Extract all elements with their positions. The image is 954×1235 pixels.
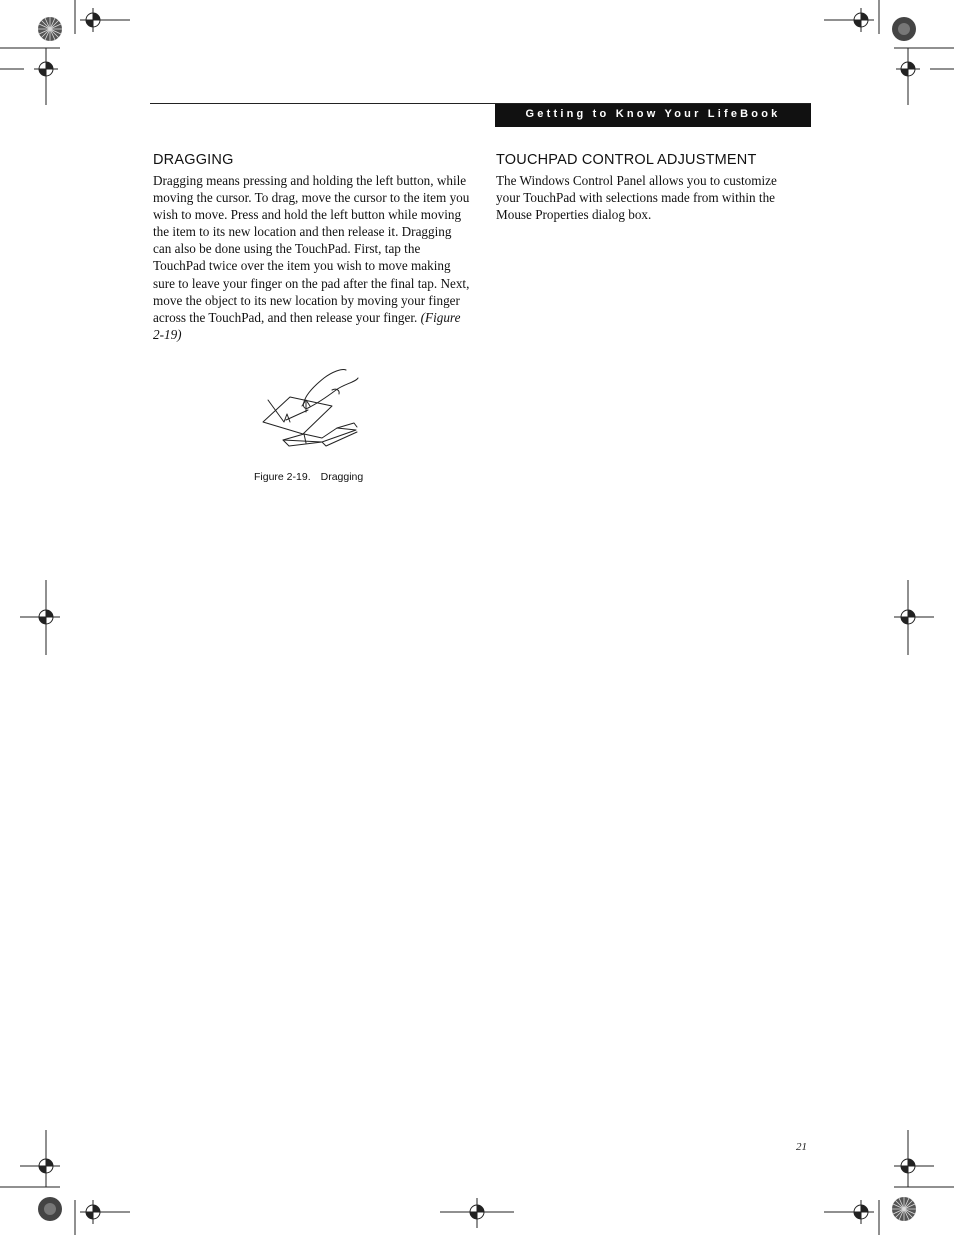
starburst-target-icon: [891, 1196, 917, 1222]
dragging-paragraph: [153, 172, 471, 343]
touchpad-drag-icon: [256, 364, 362, 458]
figure-title: Dragging: [320, 471, 364, 483]
figure-caption: [254, 471, 363, 483]
touchpad-control-body: The Windows Control Panel allows you to customize your TouchPad with selections made from within the Mouse Properties dialog box.: [496, 173, 777, 223]
figure-label: Figure 2-19.: [254, 471, 311, 483]
touchpad-drag-illustration: [256, 364, 362, 458]
dragging-body: Dragging means pressing and holding the left button, while moving the cursor. To drag, move the cursor to the item you wish to move. Press and hold the left button while moving the item to its new location and then release it. Dragging can also be done using the TouchPad. First, tap the TouchPad twice over the item you wish to move making sure to leave your finger on the pad after the final tap. Next, move the object to its new location by moving your finger across the TouchPad, and then release your finger.: [153, 173, 470, 325]
section-heading-touchpad-control: TOUCHPAD CONTROL ADJUSTMENT: [496, 152, 757, 168]
page-number: 21: [796, 1141, 807, 1153]
figure-reference: (Figure 2-19): [153, 309, 461, 342]
section-heading-dragging: DRAGGING: [153, 152, 234, 168]
running-header: Getting to Know Your LifeBook: [495, 104, 811, 127]
starburst-target-icon: [37, 16, 63, 42]
starburst-target-icon: [37, 1196, 63, 1222]
starburst-target-icon: [891, 16, 917, 42]
